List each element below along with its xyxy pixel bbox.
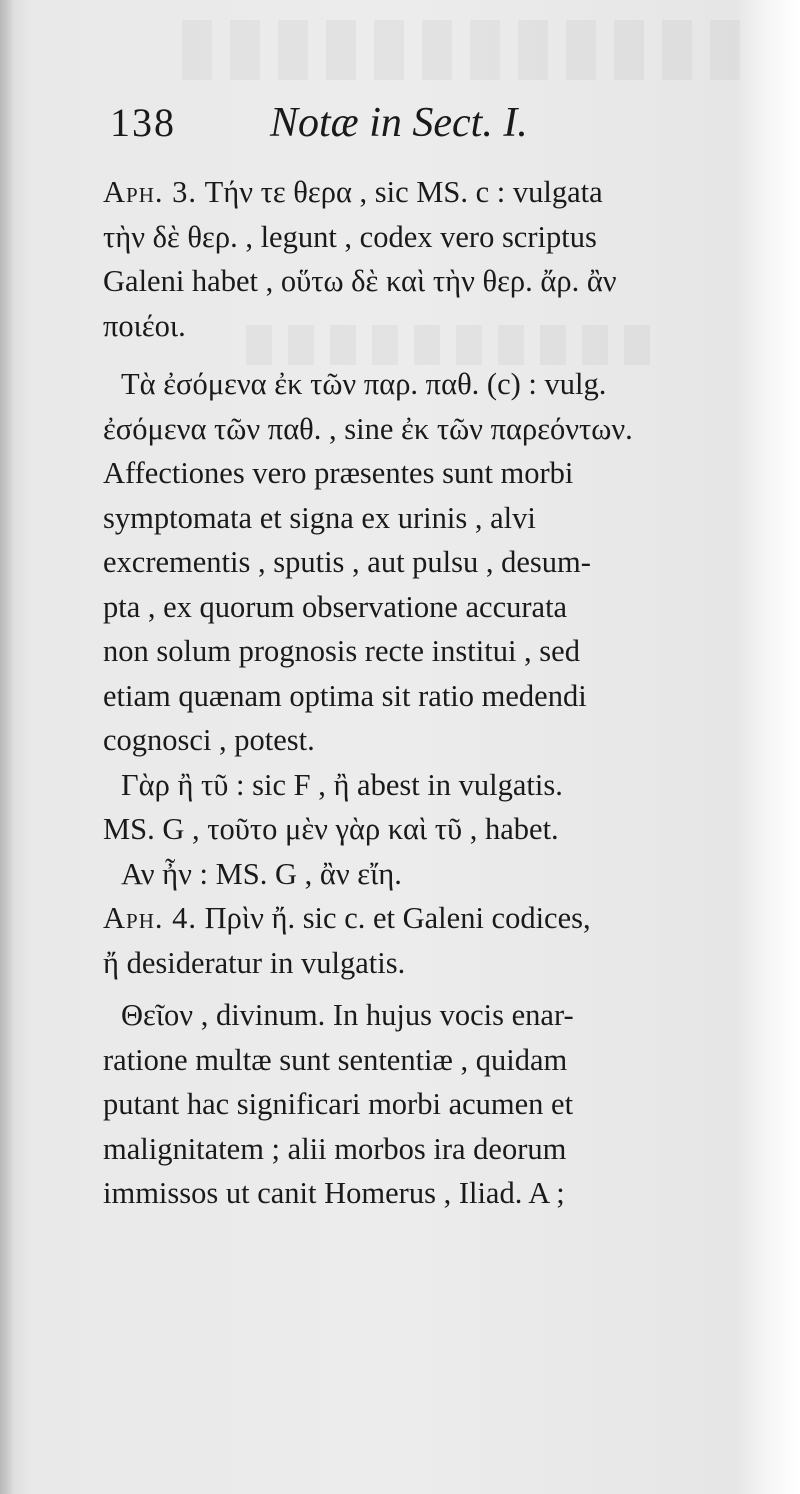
text-line: ποιέοι.	[103, 308, 186, 343]
text-line: immissos ut canit Homerus , Iliad. A ;	[103, 1176, 565, 1210]
running-header	[100, 95, 740, 155]
text-line: malignitatem ; alii morbos ira deorum	[103, 1131, 567, 1166]
paragraph-aph3	[103, 170, 753, 348]
text-line: Αν ἦν : MS. G , ἂν εἴη.	[121, 856, 402, 891]
paragraph-ta-esomena	[103, 362, 753, 763]
aphorism-lead: Aph. 3.	[103, 175, 197, 209]
text-line: symptomata et signa ex urinis , alvi	[103, 500, 536, 535]
text-line: putant hac significari morbi acumen et	[103, 1087, 574, 1121]
text-line: Πρὶν ἤ. sic c. et Galeni codices,	[204, 901, 591, 935]
text-line: pta , ex quorum observatione accurata	[103, 589, 568, 624]
text-line: τὴν δὲ θερ. , legunt , codex vero scriptus	[103, 219, 597, 254]
text-line: etiam quænam optima sit ratio medendi	[103, 678, 587, 713]
text-line: non solum prognosis recte institui , sed	[103, 634, 580, 668]
spine-shadow	[0, 0, 14, 1494]
text-line: ἤ desideratur in vulgatis.	[103, 945, 406, 980]
paragraph-theion	[103, 993, 753, 1216]
paragraph-an	[103, 852, 753, 897]
aphorism-lead: Aph. 4.	[103, 901, 197, 935]
text-line: Γὰρ ἢ τῦ : sic F , ἢ abest in vulgatis.	[121, 767, 563, 802]
text-line: Galeni habet , οὕτω δὲ καὶ τὴν θερ. ἄρ. ἂν	[103, 264, 617, 298]
body-text	[103, 170, 753, 1216]
text-line: ratione multæ sunt sententiæ , quidam	[103, 1042, 568, 1077]
paragraph-gar	[103, 763, 753, 852]
text-line: excrementis , sputis , aut pulsu , desum-	[103, 545, 591, 579]
running-title: Notæ in Sect. I.	[270, 100, 528, 146]
page-number: 138	[110, 100, 176, 145]
text-line: cognosci , potest.	[103, 723, 315, 757]
text-line: MS. G , τοῦτο μὲν γὰρ καὶ τῦ , habet.	[103, 812, 559, 846]
text-line: Τήν τε θερα , sic MS. c : vulgata	[204, 175, 603, 209]
text-line: Τὰ ἐσόμενα ἐκ τῶν παρ. παθ. (c) : vulg.	[121, 367, 607, 401]
text-line: Affectiones vero præsentes sunt morbi	[103, 456, 574, 490]
text-line: Θεῖον , divinum. In hujus vocis enar-	[121, 998, 574, 1032]
bleed-through-shadow	[180, 20, 740, 80]
text-line: ἐσόμενα τῶν παθ. , sine ἐκ τῶν παρεόντων.	[103, 411, 633, 446]
paragraph-aph4	[103, 896, 753, 985]
